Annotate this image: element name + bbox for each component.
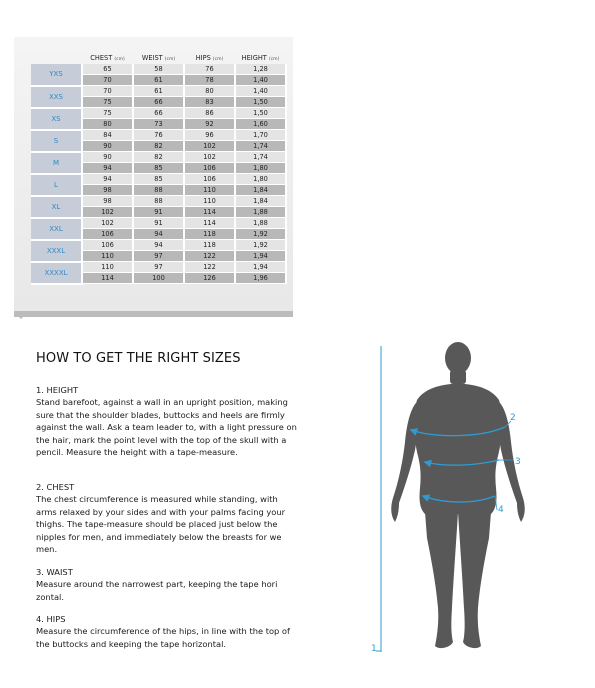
measurement-cell: 75 [82, 97, 133, 108]
measurement-cell: 98 [82, 185, 133, 196]
chest-text-line: thighs. The tape-measure should be placed just below the [36, 519, 278, 530]
waist-section [36, 566, 277, 603]
chest-heading: 2. CHEST [36, 482, 75, 492]
measurement-cell: 86 [184, 108, 235, 119]
marker-2-label: 2 [510, 413, 516, 423]
measurement-cell: 1,28 [235, 64, 286, 75]
waist-heading: 3. WAIST [36, 567, 73, 577]
size-row [31, 174, 286, 185]
column-header-unit: (cm) [164, 56, 176, 62]
waist-text-line: zontal. [36, 591, 64, 602]
measurement-cell: 102 [184, 152, 235, 163]
measurement-cell: 91 [133, 207, 184, 218]
column-header-label: WEIST [141, 53, 163, 62]
measurement-cell: 106 [82, 240, 133, 251]
measurement-cell: 80 [82, 119, 133, 130]
size-label: XS [31, 108, 82, 130]
measurement-cell: 106 [82, 229, 133, 240]
body-measurement-figure [365, 338, 565, 654]
chest-section [36, 481, 285, 555]
measurement-cell: 82 [133, 152, 184, 163]
measurement-cell: 91 [133, 218, 184, 229]
height-text-line: sure that the shoulder blades, buttocks and heels are firmly [36, 409, 285, 420]
size-row [31, 240, 286, 251]
measurement-cell: 84 [82, 130, 133, 141]
size-label: XXS [31, 86, 82, 108]
measurement-cell: 100 [133, 273, 184, 284]
measurement-cell: 1,84 [235, 196, 286, 207]
measurement-cell: 106 [184, 174, 235, 185]
measurement-cell: 1,40 [235, 75, 286, 86]
measurement-cell: 85 [133, 163, 184, 174]
size-label: XL [31, 196, 82, 218]
column-header-unit: (cm) [212, 56, 224, 62]
size-label: XXXXL [31, 262, 82, 284]
column-header-label: CHEST [90, 53, 113, 62]
guide-title: HOW TO GET THE RIGHT SIZES [36, 351, 241, 366]
size-row [31, 64, 286, 75]
column-header-label: HIPS [195, 53, 211, 62]
measurement-cell: 90 [82, 152, 133, 163]
measurement-cell: 73 [133, 119, 184, 130]
measurement-cell: 94 [133, 229, 184, 240]
column-header-label: HEIGHT [241, 53, 267, 62]
measurement-cell: 90 [82, 141, 133, 152]
height-text-line: against the wall. Ask a team leader to, with a light pressure on [36, 422, 297, 433]
size-row [31, 86, 286, 97]
measurement-cell: 110 [82, 262, 133, 273]
measurement-cell: 1,80 [235, 163, 286, 174]
size-row [31, 152, 286, 163]
measurement-cell: 1,94 [235, 251, 286, 262]
measurement-cell: 58 [133, 64, 184, 75]
measurement-cell: 96 [184, 130, 235, 141]
body-silhouette [391, 342, 524, 648]
column-header-chest [82, 51, 133, 64]
measurement-cell: 106 [184, 163, 235, 174]
measurement-cell: 110 [82, 251, 133, 262]
chest-text-line: men. [36, 544, 58, 555]
measurement-cell: 98 [82, 196, 133, 207]
measurement-cell: 114 [184, 207, 235, 218]
measurement-cell: 70 [82, 75, 133, 86]
waist-text-line: Measure around the narrowest part, keeping the tape hori [36, 579, 278, 590]
size-label: L [31, 174, 82, 196]
measurement-cell: 76 [184, 64, 235, 75]
measurement-cell: 102 [82, 218, 133, 229]
measurement-cell: 75 [82, 108, 133, 119]
measurement-cell: 122 [184, 251, 235, 262]
column-header-unit: (cm) [114, 56, 125, 62]
height-section [36, 384, 297, 458]
chest-text-line: nipples for men, and immediately below the breasts for we [36, 531, 282, 542]
measurement-cell: 122 [184, 262, 235, 273]
chest-text-line: arms relaxed by your sides and with your palms facing your [36, 506, 286, 517]
size-column-header-empty [31, 51, 82, 64]
height-text-line: pencil. Measure the height with a tape-measure. [36, 447, 238, 458]
measurement-cell: 114 [184, 218, 235, 229]
measurement-cell: 102 [184, 141, 235, 152]
hips-text-line: the buttocks and keeping the tape horizontal. [36, 638, 227, 649]
measurement-cell: 1,92 [235, 229, 286, 240]
size-table-header-row [31, 51, 286, 64]
size-row [31, 262, 286, 273]
measurement-cell: 88 [133, 185, 184, 196]
size-chart-panel-edge [14, 311, 293, 317]
size-table-body [31, 64, 286, 284]
measurement-cell: 102 [82, 207, 133, 218]
measurement-cell: 1,70 [235, 130, 286, 141]
measurement-cell: 92 [184, 119, 235, 130]
measurement-cell: 118 [184, 229, 235, 240]
size-row [31, 218, 286, 229]
measurement-cell: 114 [82, 273, 133, 284]
size-row [31, 130, 286, 141]
measurement-cell: 1,92 [235, 240, 286, 251]
height-text-line: the hair, mark the point level with the top of the skull with a [36, 434, 287, 445]
measurement-cell: 1,40 [235, 86, 286, 97]
measurement-cell: 82 [133, 141, 184, 152]
measurement-cell: 83 [184, 97, 235, 108]
measurement-cell: 66 [133, 108, 184, 119]
size-chart-notch [14, 312, 28, 319]
measurement-cell: 76 [133, 130, 184, 141]
marker-1-label: 1 [371, 644, 377, 654]
measurement-cell: 1,88 [235, 207, 286, 218]
measurement-cell: 1,50 [235, 108, 286, 119]
height-heading: 1. HEIGHT [36, 385, 79, 395]
measurement-cell: 110 [184, 185, 235, 196]
measurement-cell: 1,60 [235, 119, 286, 130]
marker-3-label: 3 [515, 457, 521, 467]
measurement-cell: 126 [184, 273, 235, 284]
size-table [31, 51, 287, 285]
measurement-cell: 78 [184, 75, 235, 86]
measurement-cell: 97 [133, 251, 184, 262]
size-label: M [31, 152, 82, 174]
column-header-height [235, 51, 286, 64]
measurement-cell: 1,88 [235, 218, 286, 229]
measurement-cell: 94 [82, 163, 133, 174]
measurement-cell: 61 [133, 86, 184, 97]
size-label: S [31, 130, 82, 152]
measurement-cell: 65 [82, 64, 133, 75]
size-row [31, 108, 286, 119]
height-text-line: Stand barefoot, against a wall in an upright position, making [36, 397, 288, 408]
measurement-cell: 118 [184, 240, 235, 251]
measurement-cell: 66 [133, 97, 184, 108]
measurement-cell: 80 [184, 86, 235, 97]
measurement-cell: 1,74 [235, 152, 286, 163]
size-label: XXL [31, 218, 82, 240]
measurement-cell: 61 [133, 75, 184, 86]
measurement-cell: 1,80 [235, 174, 286, 185]
measurement-cell: 1,94 [235, 262, 286, 273]
hips-section [36, 613, 290, 650]
measurement-cell: 1,96 [235, 273, 286, 284]
measurement-cell: 70 [82, 86, 133, 97]
column-header-hips [184, 51, 235, 64]
measurement-cell: 94 [133, 240, 184, 251]
hips-text-line: Measure the circumference of the hips, in line with the top of [36, 626, 290, 637]
measurement-cell: 110 [184, 196, 235, 207]
size-label: YXS [31, 64, 82, 86]
size-label: XXXL [31, 240, 82, 262]
hips-heading: 4. HIPS [36, 614, 66, 624]
column-header-waist [133, 51, 184, 64]
measurement-cell: 1,50 [235, 97, 286, 108]
measurement-cell: 94 [82, 174, 133, 185]
measurement-cell: 88 [133, 196, 184, 207]
marker-4-label: 4 [498, 505, 504, 515]
column-header-unit: (cm) [268, 56, 280, 62]
measurement-cell: 1,84 [235, 185, 286, 196]
measurement-cell: 85 [133, 174, 184, 185]
measurement-cell: 97 [133, 262, 184, 273]
chest-text-line: The chest circumference is measured while standing, with [36, 494, 278, 505]
measurement-cell: 1,74 [235, 141, 286, 152]
size-row [31, 196, 286, 207]
